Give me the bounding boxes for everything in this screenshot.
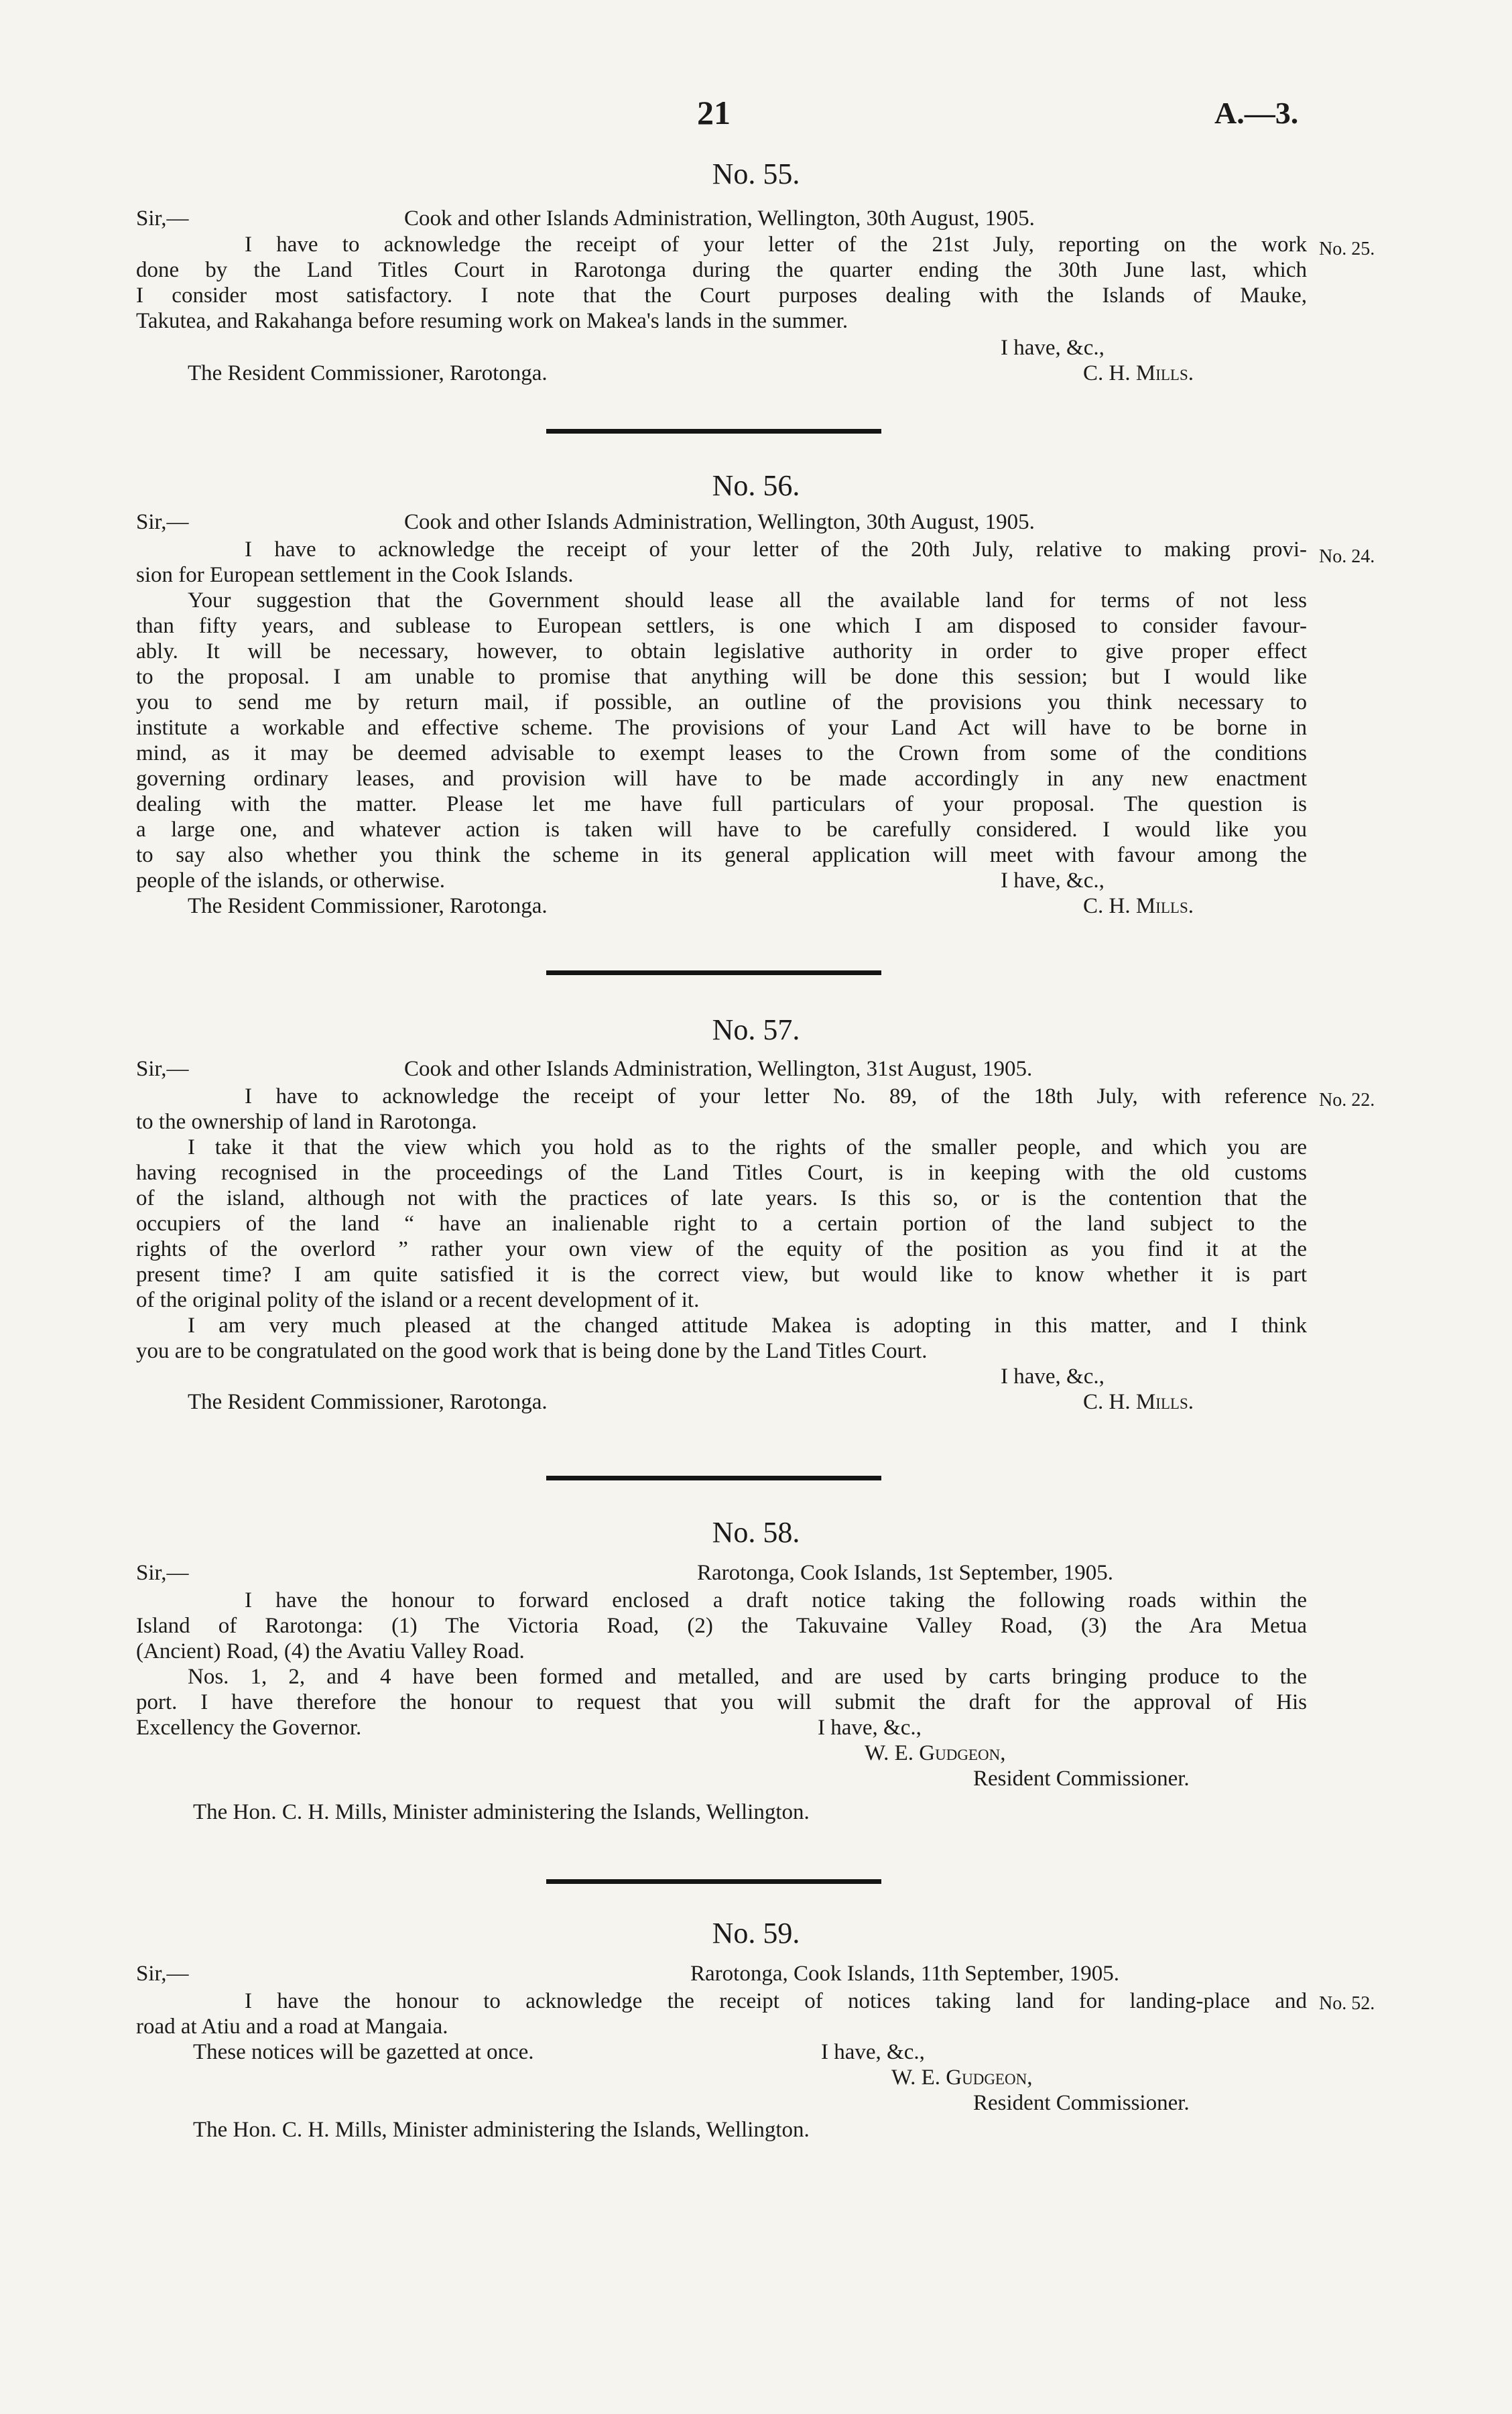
body-line: I take it that the view which you hold as to the rights of the smaller people, and which you are <box>188 1135 1307 1159</box>
dateline: Rarotonga, Cook Islands, 1st September, 1905. <box>697 1561 1114 1585</box>
dateline: Cook and other Islands Administration, Wellington, 31st August, 1905. <box>404 1057 1033 1081</box>
body-line: to say also whether you think the scheme in its general application will meet with favour among the <box>136 843 1307 867</box>
body-line: occupiers of the land “ have an inalienable right to a certain portion of the land subject to the <box>136 1212 1307 1236</box>
salutation: Sir,— <box>136 1561 189 1585</box>
body-line: you to send me by return mail, if possible, an outline of the provisions you think necessary to <box>136 690 1307 714</box>
body-line: I have to acknowledge the receipt of your letter No. 89, of the 18th July, with reference <box>245 1084 1307 1108</box>
document-reference: A.—3. <box>1214 96 1299 130</box>
closing: I have, &c., <box>818 1716 922 1740</box>
body-line: road at Atiu and a road at Mangaia. <box>136 2015 448 2039</box>
body-line: governing ordinary leases, and provision will have to be made accordingly in any new enactment <box>136 767 1307 791</box>
body-line: Excellency the Governor. <box>136 1716 362 1740</box>
closing: I have, &c., <box>1001 869 1105 893</box>
body-line: you are to be congratulated on the good work that is being done by the Land Titles Court. <box>136 1339 928 1363</box>
addressee: The Resident Commissioner, Rarotonga. <box>188 894 548 918</box>
section-divider <box>546 970 881 975</box>
section-divider <box>546 1879 881 1884</box>
letter-number: No. 55. <box>712 157 800 190</box>
body-line: port. I have therefore the honour to request that you will submit the draft for the approval of His <box>136 1690 1307 1714</box>
margin-reference: No. 22. <box>1319 1090 1375 1110</box>
dateline: Cook and other Islands Administration, Wellington, 30th August, 1905. <box>404 510 1035 534</box>
salutation: Sir,— <box>136 510 189 534</box>
page-number: 21 <box>697 94 731 131</box>
signature-title: Resident Commissioner. <box>973 2091 1190 2115</box>
dateline: Rarotonga, Cook Islands, 11th September, 1905. <box>690 1962 1119 1986</box>
body-line: I have the honour to forward enclosed a draft notice taking the following roads within the <box>245 1588 1307 1612</box>
margin-reference: No. 25. <box>1319 239 1375 259</box>
body-line: people of the islands, or otherwise. <box>136 869 445 893</box>
closing: I have, &c., <box>1001 1364 1105 1389</box>
closing: I have, &c., <box>1001 336 1105 360</box>
letter-number: No. 57. <box>712 1013 800 1046</box>
body-line: I have the honour to acknowledge the receipt of notices taking land for landing-place and <box>245 1989 1307 2013</box>
body-line: I consider most satisfactory. I note that the Court purposes dealing with the Islands of Mauke, <box>136 283 1307 308</box>
signature: C. H. Mills. <box>1083 894 1194 918</box>
section-divider <box>546 1476 881 1480</box>
body-line: to the ownership of land in Rarotonga. <box>136 1110 477 1134</box>
margin-reference: No. 52. <box>1319 1993 1375 2014</box>
signature: W. E. Gudgeon, <box>865 1741 1006 1765</box>
body-line: I am very much pleased at the changed attitude Makea is adopting in this matter, and I think <box>188 1314 1307 1338</box>
addressee: The Resident Commissioner, Rarotonga. <box>188 361 548 385</box>
addressee: The Resident Commissioner, Rarotonga. <box>188 1390 548 1414</box>
body-line: Your suggestion that the Government should lease all the available land for terms of not less <box>188 588 1307 613</box>
body-line: Island of Rarotonga: (1) The Victoria Road, (2) the Takuvaine Valley Road, (3) the Ara Metua <box>136 1614 1307 1638</box>
signature: C. H. Mills. <box>1083 361 1194 385</box>
body-line: to the proposal. I am unable to promise that anything will be done this session; but I would like <box>136 665 1307 689</box>
body-line: These notices will be gazetted at once. <box>193 2040 534 2064</box>
addressee: The Hon. C. H. Mills, Minister administering the Islands, Wellington. <box>193 1800 810 1824</box>
body-line: done by the Land Titles Court in Rarotonga during the quarter ending the 30th June last, which <box>136 258 1307 282</box>
section-divider <box>546 429 881 434</box>
signature-title: Resident Commissioner. <box>973 1767 1190 1791</box>
letter-number: No. 56. <box>712 469 800 502</box>
body-line: dealing with the matter. Please let me have full particulars of your proposal. The question is <box>136 792 1307 816</box>
letter-number: No. 59. <box>712 1917 800 1950</box>
body-line: Takutea, and Rakahanga before resuming work on Makea's lands in the summer. <box>136 309 848 333</box>
body-line: I have to acknowledge the receipt of your letter of the 21st July, reporting on the work <box>245 233 1307 257</box>
body-line: mind, as it may be deemed advisable to exempt leases to the Crown from some of the conditions <box>136 741 1307 765</box>
body-line: I have to acknowledge the receipt of your letter of the 20th July, relative to making provi- <box>245 537 1307 562</box>
letter-number: No. 58. <box>712 1516 800 1549</box>
body-line: Nos. 1, 2, and 4 have been formed and metalled, and are used by carts bringing produce to the <box>188 1665 1307 1689</box>
body-line: than fifty years, and sublease to European settlers, is one which I am disposed to consider favour- <box>136 614 1307 638</box>
body-line: a large one, and whatever action is taken will have to be carefully considered. I would like you <box>136 818 1307 842</box>
closing: I have, &c., <box>821 2040 925 2064</box>
body-line: (Ancient) Road, (4) the Avatiu Valley Road. <box>136 1639 525 1663</box>
margin-reference: No. 24. <box>1319 546 1375 567</box>
salutation: Sir,— <box>136 1057 189 1081</box>
salutation: Sir,— <box>136 1962 189 1986</box>
body-line: having recognised in the proceedings of the Land Titles Court, is in keeping with the old customs <box>136 1161 1307 1185</box>
body-line: present time? I am quite satisfied it is the correct view, but would like to know whether it is part <box>136 1263 1307 1287</box>
signature: W. E. Gudgeon, <box>891 2066 1033 2090</box>
salutation: Sir,— <box>136 206 189 231</box>
addressee: The Hon. C. H. Mills, Minister administering the Islands, Wellington. <box>193 2118 810 2142</box>
body-line: rights of the overlord ” rather your own view of the equity of the position as you find it at the <box>136 1237 1307 1261</box>
dateline: Cook and other Islands Administration, Wellington, 30th August, 1905. <box>404 206 1035 231</box>
body-line: institute a workable and effective scheme. The provisions of your Land Act will have to be borne in <box>136 716 1307 740</box>
signature: C. H. Mills. <box>1083 1390 1194 1414</box>
body-line: ably. It will be necessary, however, to obtain legislative authority in order to give proper effect <box>136 639 1307 663</box>
body-line: of the island, although not with the practices of late years. Is this so, or is the contention that the <box>136 1186 1307 1210</box>
body-line: sion for European settlement in the Cook Islands. <box>136 563 574 587</box>
body-line: of the original polity of the island or a recent development of it. <box>136 1288 700 1312</box>
